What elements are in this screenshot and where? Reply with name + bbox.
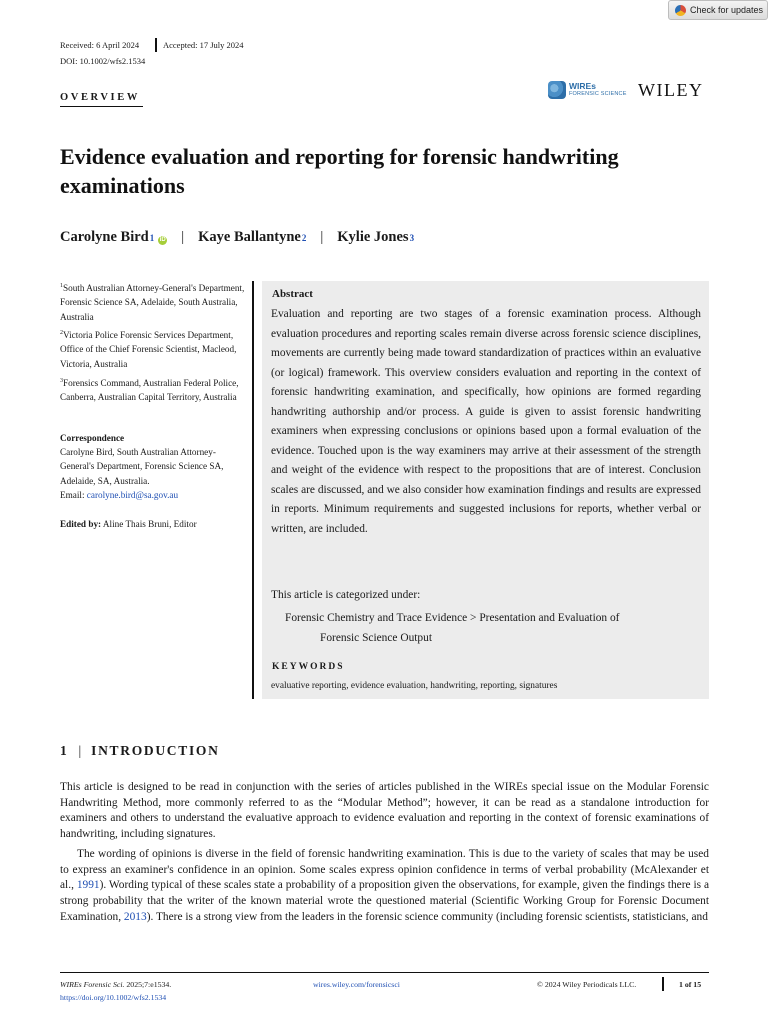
crossmark-icon: [675, 5, 686, 16]
wires-logo: [548, 79, 628, 101]
footer-copyright: © 2024 Wiley Periodicals LLC.: [537, 980, 637, 989]
footer-doi-link[interactable]: https://doi.org/10.1002/wfs2.1534: [60, 993, 167, 1002]
affiliation-text: Forensics Command, Australian Federal Police, Canberra, Australian Capital Territory, Australia: [60, 378, 239, 403]
wiley-logo: WILEY: [638, 80, 704, 100]
received-date: Received: 6 April 2024: [60, 40, 140, 50]
article-title: Evidence evaluation and reporting for forensic handwriting examinations: [60, 144, 619, 198]
correspondence-text: [60, 445, 248, 502]
author-separator: |: [320, 229, 324, 245]
footer-citation-text: 2025;7:e1534.: [124, 980, 172, 989]
author-affiliation-sup: 2: [301, 233, 307, 243]
section-title: INTRODUCTION: [91, 743, 220, 758]
author-affiliation-sup: 1: [149, 233, 155, 243]
category-intro: This article is categorized under:: [271, 589, 421, 601]
correspondence-address: Carolyne Bird, South Australian Attorney-General's Department, Forensic Science SA, Adelaide, SA, Australia.: [60, 447, 224, 486]
affiliation-sup: 1: [60, 283, 63, 289]
author-name[interactable]: Carolyne Bird: [60, 229, 149, 245]
body-paragraph: This article is designed to be read in conjunction with the series of articles published in the WIREs special issue on the Modular Forensic Handwriting Method, more commonly referred to as the “Modular Method”; however, it can be read as a standalone introduction for examiners and others to understand the evaluative approach to evidence evaluation and reporting in the context of forensic examinations of handwriting, including signatures.: [60, 781, 709, 841]
doi: DOI: 10.1002/wfs2.1534: [60, 56, 146, 66]
affiliation-text: Victoria Police Forensic Services Department, Office of the Chief Forensic Scientist, Macleod, Victoria, Australia: [60, 330, 237, 369]
section-tag: OVERVIEW: [60, 92, 140, 103]
citation-link[interactable]: 1991: [76, 879, 100, 892]
wires-logo-line2: FORENSIC SCIENCE: [569, 91, 627, 97]
edited-by: [60, 517, 248, 531]
orcid-icon[interactable]: iD: [159, 237, 166, 243]
author-name[interactable]: Kylie Jones: [337, 229, 409, 245]
section-tag-rule: [60, 106, 143, 107]
category-link[interactable]: [285, 609, 701, 648]
author-separator: |: [181, 229, 185, 245]
edited-by-label: Edited by:: [60, 519, 102, 529]
affiliation-text: South Australian Attorney-General's Department, Forensic Science SA, Adelaide, South Australia, Australia: [60, 283, 245, 322]
keywords-heading: KEYWORDS: [272, 662, 345, 672]
check-for-updates-button[interactable]: [668, 0, 768, 20]
author-list: [60, 229, 414, 246]
affiliation-sup: 3: [60, 378, 63, 384]
keywords-list: evaluative reporting, evidence evaluation, handwriting, reporting, signatures: [271, 681, 558, 691]
correspondence-email-link[interactable]: carolyne.bird@sa.gov.au: [86, 489, 179, 500]
author-affiliation-sup: 3: [409, 233, 415, 243]
footer-journal: WIREs Forensic Sci.: [60, 980, 125, 989]
footer-rule: [60, 972, 709, 973]
page-number: 1 of 15: [679, 980, 702, 989]
affiliation: [60, 374, 248, 405]
paragraph-text: The wording of opinions is diverse in the field of forensic handwriting examination. This is due to the variety of scales that may be used to express an examiner's confidence in an opinion. Some scales express opinion confidence in terms of verbal probability (McAlexander et al.,: [60, 848, 709, 892]
abstract-text: Evaluation and reporting are two stages of a forensic examination process. Although evaluation procedures and reporting scales remain diverse across forensic science disciplines, movements are currently being made toward standardization of practices within an evaluative (or logical) framework. This overview considers evaluation and reporting in the context of forensic handwriting examination, and specifically, how opinions are formed regarding handwriting authorship and/or process. A guide is given to assist forensic handwriting examiners when expressing conclusions or opinions based upon a formal evaluation of the evidence. Touched upon is the way examiners may arrive at their assessment of the strength and weight of the evidence with respect to the propositions that are of interest. Conclusion scales are discussed, and we also consider how examination findings and results are expressed in reports. Minimum requirements and suggested inclusions for reports, whether verbal or written, are included.: [271, 308, 701, 535]
correspondence-heading: Correspondence: [60, 433, 125, 443]
section-heading: [60, 743, 220, 759]
accepted-date: Accepted: 17 July 2024: [163, 40, 244, 50]
paragraph-text: ). There is a strong view from the leaders in the forensic science community (including forensic scientists, statisticians, and: [146, 910, 708, 923]
footer-site-link[interactable]: wires.wiley.com/forensicsci: [313, 980, 400, 989]
email-label: Email:: [60, 489, 87, 500]
affiliation: [60, 326, 248, 371]
wires-logo-line1: WIREs: [569, 81, 596, 91]
citation-link[interactable]: 2013: [123, 910, 147, 923]
abstract-side-rule: [252, 281, 254, 699]
header-separator: [155, 38, 157, 52]
check-for-updates-label: Check for updates: [690, 5, 764, 15]
category-line: Forensic Chemistry and Trace Evidence > Presentation and Evaluation of: [285, 612, 620, 624]
section-separator: |: [78, 743, 82, 758]
category-line: Forensic Science Output: [320, 631, 432, 644]
wires-mark-icon: [548, 81, 566, 99]
paragraph-text: ). Wording typical of these scales state a probability of a proposition given the observations, for example, given the findings there is a strong probability that the writer of the known material wrote the questioned material (Scientific Working Group for Forensic Document Examination,: [60, 879, 709, 923]
footer-separator: [662, 977, 664, 991]
footer-citation: [60, 979, 171, 991]
affiliation-sup: 2: [60, 330, 63, 336]
section-number: 1: [60, 743, 69, 758]
edited-by-name: Aline Thais Bruni, Editor: [101, 519, 197, 529]
author-name[interactable]: Kaye Ballantyne: [198, 229, 301, 245]
affiliation: [60, 279, 248, 324]
abstract-heading: Abstract: [272, 288, 313, 300]
body-paragraph: [60, 847, 709, 926]
